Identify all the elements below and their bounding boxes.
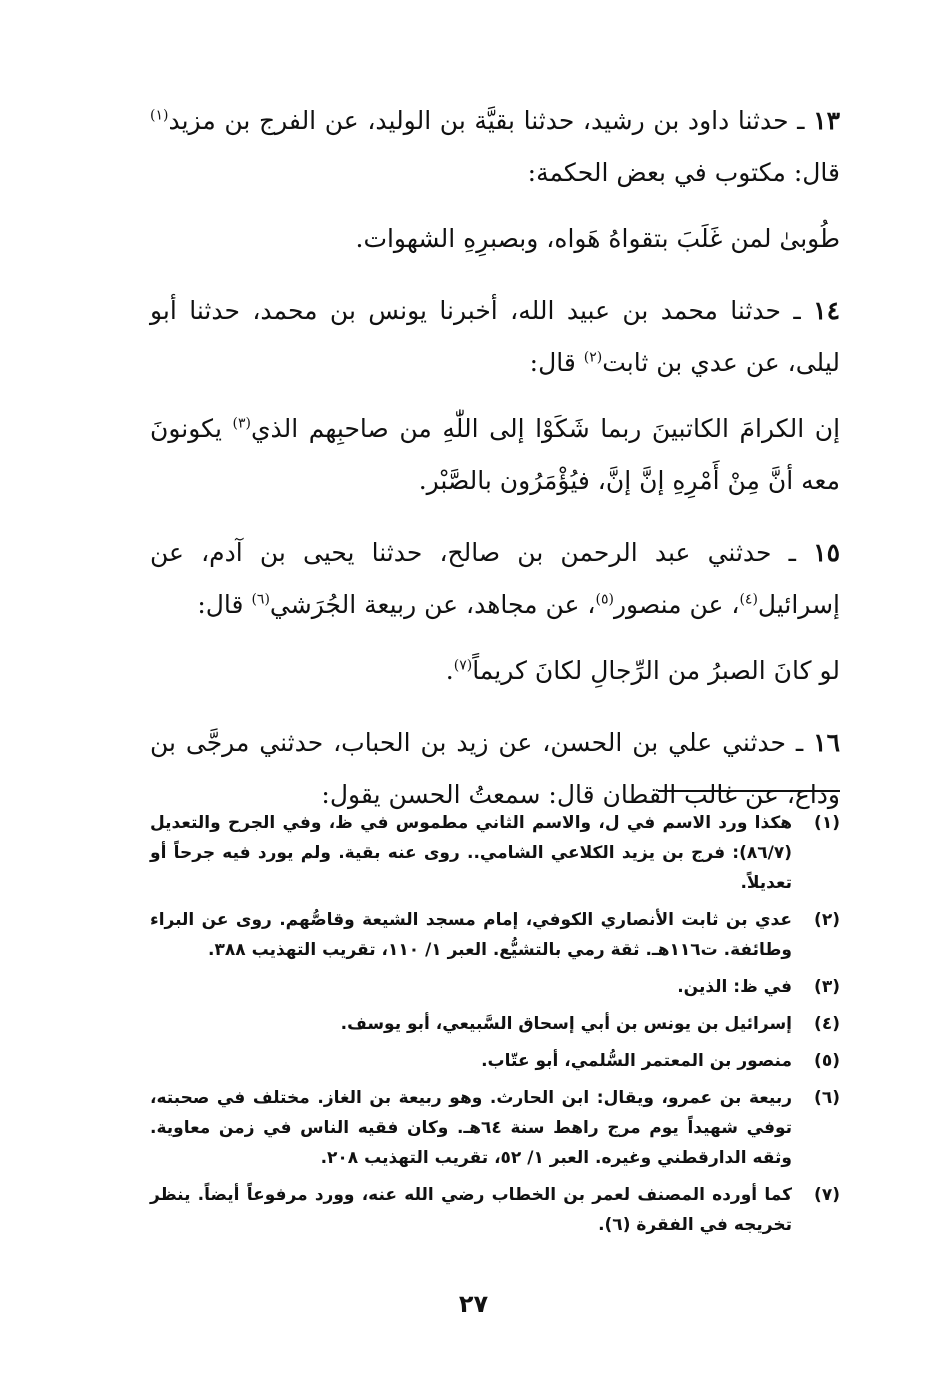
footnote-divider [658,790,840,792]
footnote [150,1083,840,1173]
paragraph-text: قال: [197,590,252,619]
footnote-ref: (٧) [453,657,473,674]
footnote [150,972,840,1002]
quote-text: يكونونَ معه أنَّ مِنْ أَمْرِهِ إنَّ إنَّ، فيُؤْمَرُون بالصَّبْر. [150,414,840,495]
footnote [150,1009,840,1039]
footnote-number: (٢) [814,910,840,930]
footnote-text: هكذا ورد الاسم في ل، والاسم الثاني مطموس في ظ، وفي الجرح والتعديل (٨٦/٧): فرج بن يزيد الكلاعي الشامي.. روى عنه بقية. ولم يورد فيه جرحاً أو تعديلاً. [150,813,792,893]
footnote-text: منصور بن المعتمر السُّلمي، أبو عتّاب. [481,1051,792,1071]
footnote-number: (١) [814,813,840,833]
footnote-number: (٦) [814,1088,840,1108]
quote-15 [150,645,840,697]
paragraph-text: ـ حدثنا داود بن رشيد، حدثنا بقيَّة بن الوليد، عن الفرج بن مزيد [168,106,814,135]
footnote [150,1180,840,1240]
paragraph-text: ـ حدثني عبد الرحمن بن صالح، حدثنا يحيى بن آدم، عن إسرائيل [150,538,840,619]
footnote-text: عدي بن ثابت الأنصاري الكوفي، إمام مسجد الشيعة وقاصُّهم. روى عن البراء وطائفة. ت١١٦هـ. ثقة رمي بالتشيُّع. العبر ١/ ١١٠، تقريب التهذيب ٣٨٨. [150,910,792,960]
footnote-text: في ظ: الذين. [677,977,792,997]
paragraph-text: قال: [529,348,584,377]
footnote-text: إسرائيل بن يونس بن أبي إسحاق السَّبيعي، أبو يوسف. [340,1014,792,1034]
footnote-ref: (٥) [595,591,614,608]
footnote-number: (٥) [814,1051,840,1071]
footnote-text: ربيعة بن عمرو، ويقال: ابن الحارث. وهو ربيعة بن الغاز. مختلف في صحبته، توفي شهيداً يوم مرج راهط سنة ٦٤هـ. وكان فقيه الناس في زمن معاوية. وثقه الدارقطني وغيره. العبر ١/ ٥٢، تقريب التهذيب ٢٠٨. [150,1088,792,1168]
page-number: ٢٧ [458,1290,489,1318]
paragraph-16 [150,717,840,821]
footnote [150,905,840,965]
footnote-ref: (٤) [739,591,758,608]
paragraph-number: ١٥ [813,538,840,567]
footnote-text: كما أورده المصنف لعمر بن الخطاب رضي الله عنه، وورد مرفوعاً أيضاً. ينظر تخريجه في الفقرة (٦). [150,1185,792,1235]
paragraph-text: ـ حدثني علي بن الحسن، عن زيد بن الحباب، حدثني مرجَّى بن وداع، عن غالب القطان قال: سمعتُ الحسن يقول: [150,728,840,809]
paragraph-text: ، عن مجاهد، عن ربيعة الجُرَشي [269,590,596,619]
paragraph-text: ـ حدثنا محمد بن عبيد الله، أخبرنا يونس بن محمد، حدثنا أبو ليلى، عن عدي بن ثابت [150,296,840,377]
paragraph-text: قال: مكتوب في بعض الحكمة: [527,158,840,187]
quote-13: طُوبىٰ لمن غَلَبَ بتقواهُ هَواه، وبصبرِهِ الشهوات. [355,224,840,253]
footnote-ref: (٣) [232,415,251,432]
footnote-number: (٤) [814,1014,840,1034]
footnote-ref: (٦) [251,591,270,608]
paragraph-number: ١٣ [813,106,840,135]
paragraph-15 [150,527,840,631]
paragraph-14 [150,285,840,389]
footnote [150,808,840,898]
quote-text: . [445,656,454,685]
quote-text: لو كانَ الصبرُ من الرِّجالِ لكانَ كريماً [472,656,840,685]
footnote-ref: (١) [150,107,169,124]
paragraph-number: ١٤ [813,296,840,325]
footnote-number: (٣) [814,977,840,997]
paragraph-text: ، عن منصور [613,590,740,619]
paragraph-number: ١٦ [813,728,840,757]
paragraph-13 [150,95,840,199]
main-text [150,95,840,821]
quote-text: إن الكرامَ الكاتبينَ ربما شَكَوْا إلى اللّٰهِ من صاحبِهم الذي [250,414,841,443]
quote-14 [150,403,840,507]
footnote-number: (٧) [814,1185,840,1205]
footnote-ref: (٢) [583,349,603,366]
footnotes [150,808,840,1247]
footnote [150,1046,840,1076]
